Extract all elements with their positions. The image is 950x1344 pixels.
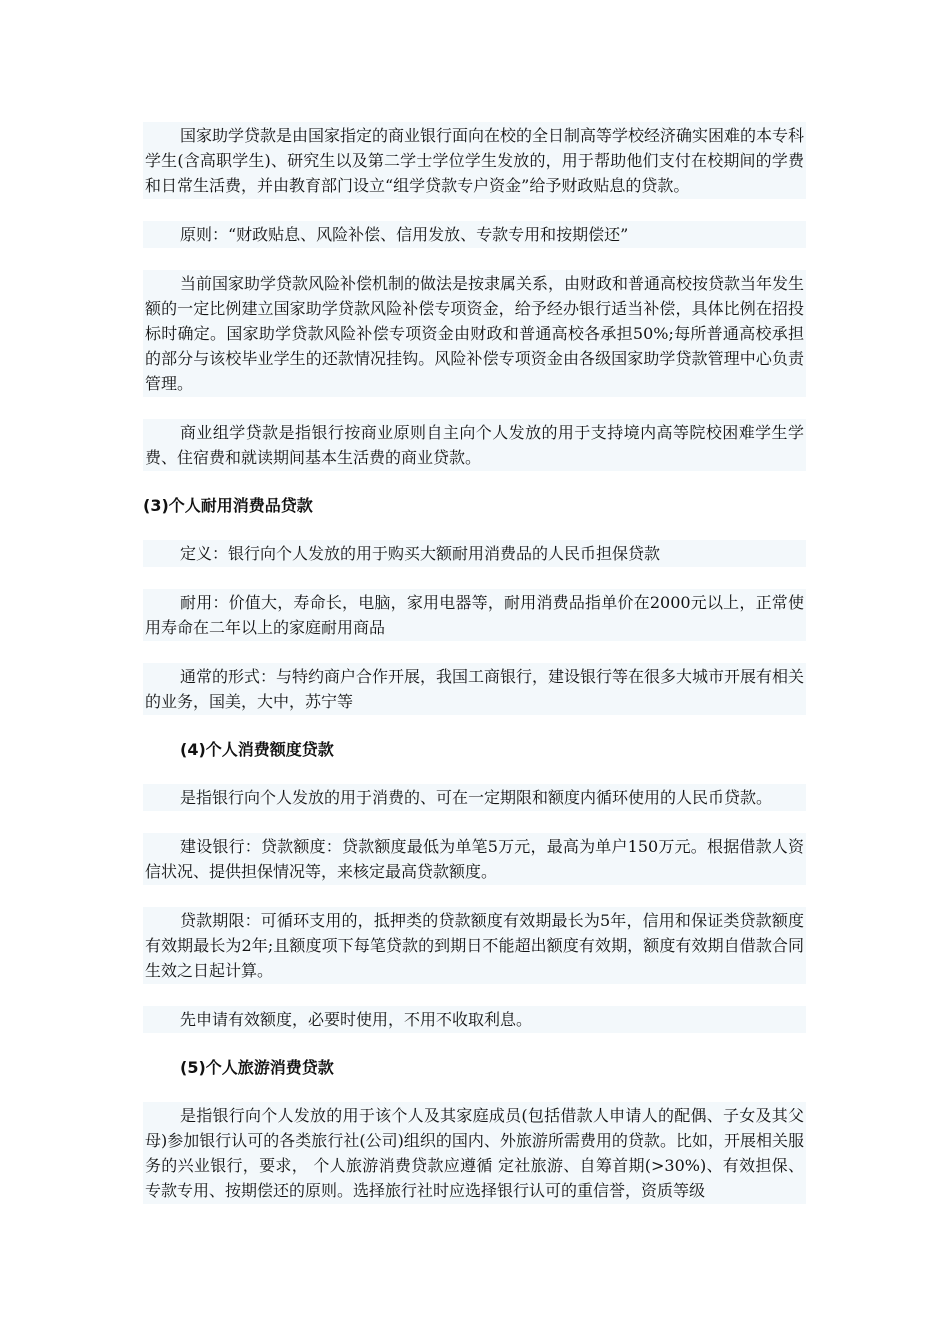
paragraph: 通常的形式：与特约商户合作开展，我国工商银行，建设银行等在很多大城市开展有相关的业务，国美，大中，苏宁等	[143, 663, 806, 715]
paragraph: 原则：“财政贴息、风险补偿、信用发放、专款专用和按期偿还”	[143, 221, 806, 248]
paragraph: 商业组学贷款是指银行按商业原则自主向个人发放的用于支持境内高等院校困难学生学费、住宿费和就读期间基本生活费的商业贷款。	[143, 419, 806, 471]
paragraph: 是指银行向个人发放的用于消费的、可在一定期限和额度内循环使用的人民币贷款。	[143, 784, 806, 811]
paragraph: 是指银行向个人发放的用于该个人及其家庭成员(包括借款人申请人的配偶、子女及其父母)参加银行认可的各类旅行社(公司)组织的国内、外旅游所需费用的贷款。比如，开展相关服务的兴业银行，要求， 个人旅游消费贷款应遵循 定社旅游、自筹首期(>30%)、有效担保、专款专用、按期偿还的原则。选择旅行社时应选择银行认可的重信誉，资质等级	[143, 1102, 806, 1204]
section-heading: (5)个人旅游消费贷款	[180, 1058, 334, 1077]
paragraph: 定义：银行向个人发放的用于购买大额耐用消费品的人民币担保贷款	[143, 540, 806, 567]
paragraph: 贷款期限：可循环支用的，抵押类的贷款额度有效期最长为5年，信用和保证类贷款额度有效期最长为2年;且额度项下每笔贷款的到期日不能超出额度有效期，额度有效期自借款合同生效之日起计算。	[143, 907, 806, 984]
paragraph: 建设银行：贷款额度：贷款额度最低为单笔5万元，最高为单户150万元。根据借款人资信状况、提供担保情况等，来核定最高贷款额度。	[143, 833, 806, 885]
section-heading: (4)个人消费额度贷款	[180, 740, 334, 759]
document-body	[143, 122, 806, 1200]
paragraph: 当前国家助学贷款风险补偿机制的做法是按隶属关系，由财政和普通高校按贷款当年发生额的一定比例建立国家助学贷款风险补偿专项资金，给予经办银行适当补偿，具体比例在招投标时确定。国家助学贷款风险补偿专项资金由财政和普通高校各承担50%;每所普通高校承担的部分与该校毕业学生的还款情况挂钩。风险补偿专项资金由各级国家助学贷款管理中心负责管理。	[143, 270, 806, 397]
paragraph: 先申请有效额度，必要时使用，不用不收取利息。	[143, 1006, 806, 1033]
paragraph: 国家助学贷款是由国家指定的商业银行面向在校的全日制高等学校经济确实困难的本专科学生(含高职学生)、研究生以及第二学士学位学生发放的，用于帮助他们支付在校期间的学费和日常生活费，并由教育部门设立“组学贷款专户资金”给予财政贴息的贷款。	[143, 122, 806, 199]
section-heading: (3)个人耐用消费品贷款	[143, 496, 313, 515]
paragraph: 耐用：价值大，寿命长，电脑，家用电器等，耐用消费品指单价在2000元以上，正常使用寿命在二年以上的家庭耐用商品	[143, 589, 806, 641]
